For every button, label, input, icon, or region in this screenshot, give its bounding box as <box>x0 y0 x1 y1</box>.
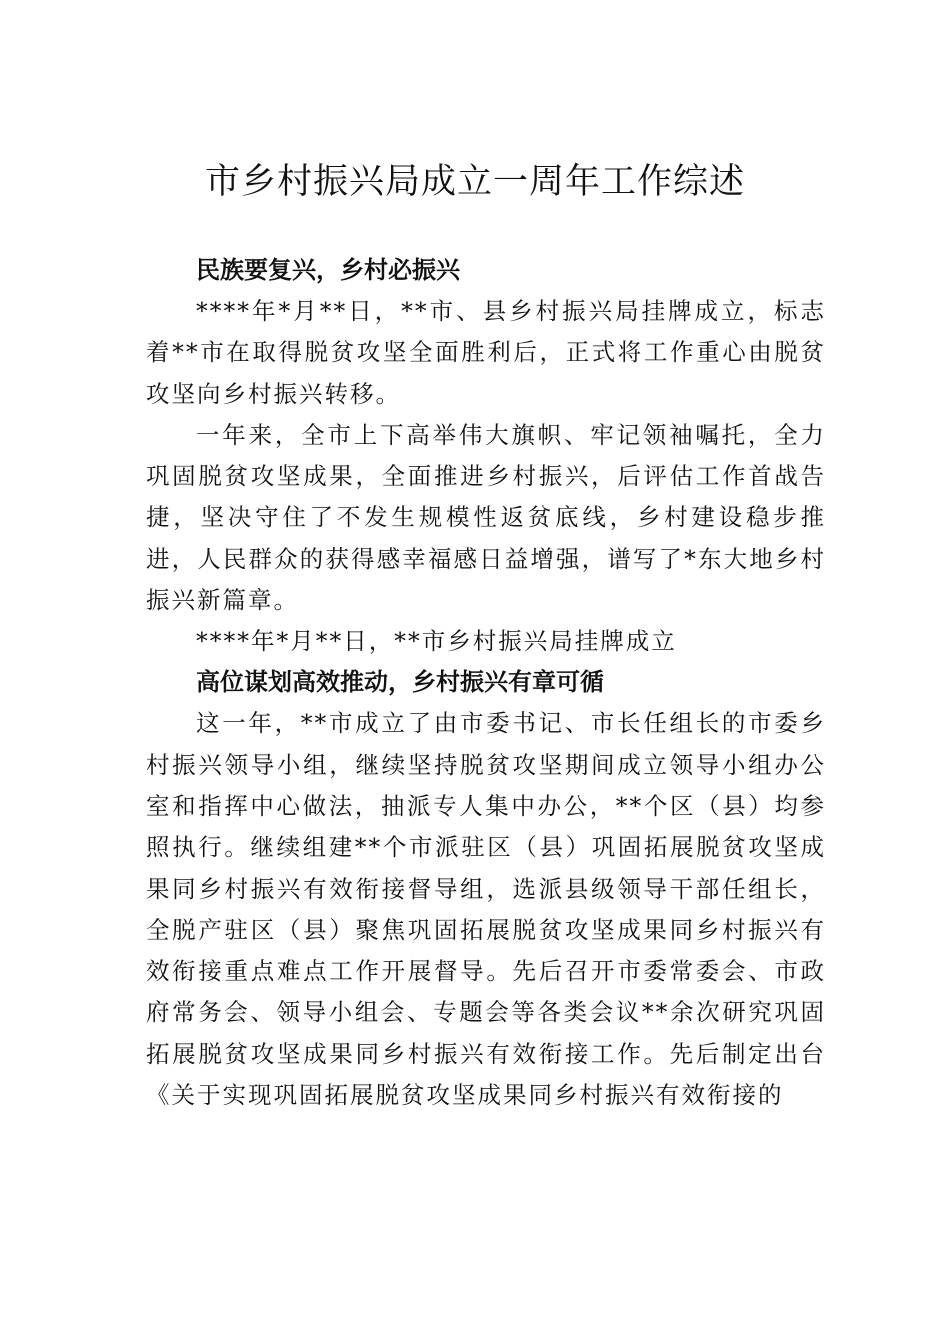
paragraph: 一年来，全市上下高举伟大旗帜、牢记领袖嘱托，全力巩固脱贫攻坚成果，全面推进乡村振兴，后评估工作首战告捷，坚决守住了不发生规模性返贫底线，乡村建设稳步推进，人民群众的获得感幸福感日益增强，谱写了*东大地乡村振兴新篇章。 <box>146 420 826 615</box>
photo-caption: ****年*月**日，**市乡村振兴局挂牌成立 <box>196 627 677 656</box>
paragraph: ****年*月**日，**市、县乡村振兴局挂牌成立，标志着**市在取得脱贫攻坚全面胜利后，正式将工作重心由脱贫攻坚向乡村振兴转移。 <box>146 297 826 408</box>
section-heading-1: 民族要复兴，乡村必振兴 <box>196 256 460 284</box>
document-title: 市乡村振兴局成立一周年工作综述 <box>204 162 745 202</box>
section-heading-2: 高位谋划高效推动，乡村振兴有章可循 <box>196 668 604 697</box>
document-body <box>146 250 826 1116</box>
paragraph: 这一年，**市成立了由市委书记、市长任组长的市委乡村振兴领导小组，继续坚持脱贫攻坚期间成立领导小组办公室和指挥中心做法，抽派专人集中办公，**个区（县）均参照执行。继续组建**个市派驻区（县）巩固拓展脱贫攻坚成果同乡村振兴有效衔接督导组，选派县级领导干部任组长， 全脱产驻区（县）聚焦巩固拓展脱贫攻坚成果同乡村振兴有效衔接重点难点工作开展督导。先后召开市委常委会、市政府常务会、领导小组会、专题会等各类会议**余次研究巩固拓展脱贫攻坚成果同乡村振兴有效衔接工作。先后制定出台《关于实现巩固拓展脱贫攻坚成果同乡村振兴有效衔接的 <box>146 709 826 1110</box>
